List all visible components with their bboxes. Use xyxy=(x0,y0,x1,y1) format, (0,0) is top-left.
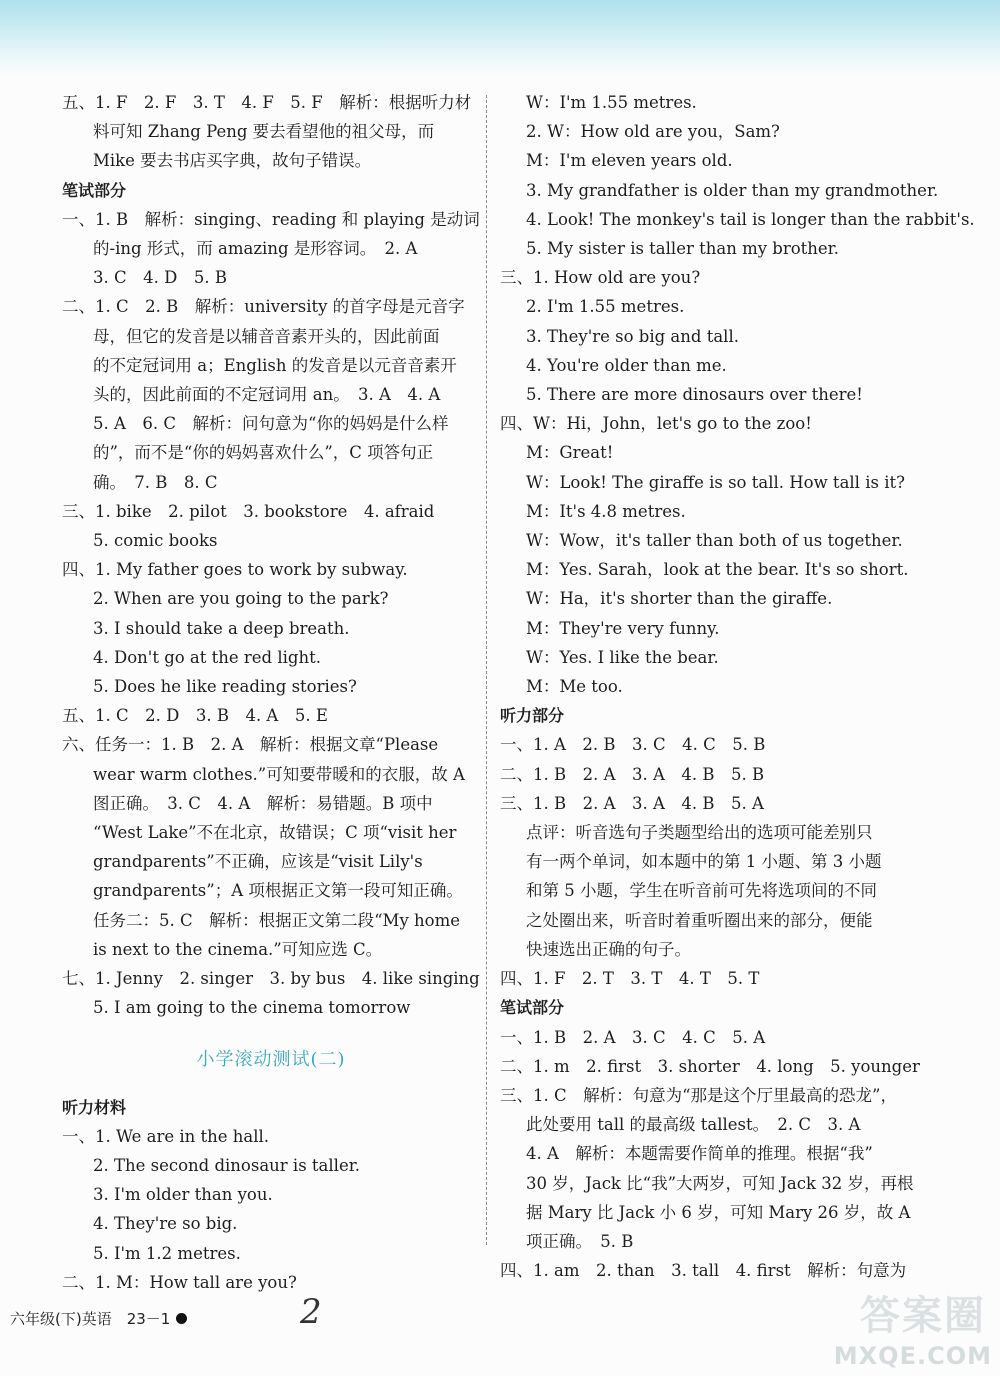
answer-line: grandparents”；A 项根据正文第一段可知正确。 xyxy=(93,881,463,901)
answer-line: 二、1. C 2. B 解析：university 的首字母是元音字 xyxy=(62,297,465,317)
answer-line: 4. Don't go at the red light. xyxy=(93,647,321,667)
answer-line: 三、1. C 解析：句意为“那是这个厅里最高的恐龙”， xyxy=(500,1085,897,1105)
answer-line: 2. I'm 1.55 metres. xyxy=(526,297,685,317)
answer-line: 2. The second dinosaur is taller. xyxy=(93,1155,361,1175)
answer-line: 料可知 Zhang Peng 要去看望他的祖父母，而 xyxy=(93,122,435,142)
answer-line: 二、1. m 2. first 3. shorter 4. long 5. younger xyxy=(500,1056,920,1076)
answer-line: is next to the cinema.”可知应选 C。 xyxy=(93,939,383,959)
watermark-logo: 答案圈 xyxy=(860,1293,986,1339)
answer-line: M：They're very funny. xyxy=(526,618,720,638)
section-heading: 听力部分 xyxy=(500,706,565,726)
answer-line: 4. Look! The monkey's tail is longer than the rabbit's. xyxy=(526,209,975,229)
watermark xyxy=(792,1284,992,1372)
answer-line: 5. There are more dinosaurs over there! xyxy=(526,385,863,405)
answer-line: 5. My sister is taller than my brother. xyxy=(526,239,840,259)
section-title: 小学滚动测试(二) xyxy=(196,1048,346,1070)
answer-line: 三、1. B 2. A 3. A 4. B 5. A xyxy=(500,793,764,813)
answer-line: 5. I am going to the cinema tomorrow xyxy=(93,998,411,1018)
answer-line: 2. W：How old are you，Sam? xyxy=(526,122,780,142)
answer-line: 确。 7. B 8. C xyxy=(93,472,218,492)
answer-line: 3. They're so big and tall. xyxy=(526,326,739,346)
answer-line: 的-ing 形式，而 amazing 是形容词。 2. A xyxy=(93,239,418,259)
answer-line: W：Yes. I like the bear. xyxy=(526,647,719,667)
answer-line: 母，但它的发音是以辅音音素开头的，因此前面 xyxy=(93,326,440,346)
answer-line: 一、1. A 2. B 3. C 4. C 5. B xyxy=(500,735,766,755)
answer-line: Mike 要去书店买字典，故句子错误。 xyxy=(93,151,372,171)
answer-line: 三、1. bike 2. pilot 3. bookstore 4. afraid xyxy=(62,501,435,521)
answer-line: “West Lake”不在北京，故错误；C 项“visit her xyxy=(93,823,457,843)
answer-line: 图正确。 3. C 4. A 解析：易错题。B 项中 xyxy=(93,793,433,813)
answer-line: 和第 5 小题，学生在听音前可先将选项间的不同 xyxy=(526,881,877,901)
section-heading: 听力材料 xyxy=(62,1097,127,1117)
top-color-band xyxy=(0,0,1000,80)
answer-line: 六、任务一：1. B 2. A 解析：根据文章“Please xyxy=(62,735,439,755)
footer-text: 六年级(下)英语 23－1 xyxy=(10,1310,171,1328)
answer-line: 4. You're older than me. xyxy=(526,355,727,375)
right-column xyxy=(500,88,975,1285)
answer-line: 任务二：5. C 解析：根据正文第二段“My home xyxy=(93,910,460,930)
answer-line: 5. Does he like reading stories? xyxy=(93,677,357,697)
answer-line: 二、1. B 2. A 3. A 4. B 5. B xyxy=(500,764,765,784)
answer-line: 三、1. How old are you? xyxy=(500,268,701,288)
answer-line: 3. I'm older than you. xyxy=(93,1185,273,1205)
answer-line: 有一两个单词，如本题中的第 1 小题、第 3 小题 xyxy=(526,852,882,872)
answer-line: 七、1. Jenny 2. singer 3. by bus 4. like singing xyxy=(62,969,480,989)
answer-line: 一、1. B 2. A 3. C 4. C 5. A xyxy=(500,1027,766,1047)
answer-line: 4. They're so big. xyxy=(93,1214,238,1234)
answer-line: 5. A 6. C 解析：问句意为“你的妈妈是什么样 xyxy=(93,414,449,434)
answer-line: 此处要用 tall 的最高级 tallest。 2. C 3. A xyxy=(526,1115,861,1135)
answer-line: 二、1. M：How tall are you? xyxy=(62,1272,297,1292)
answer-line: 的不定冠词用 a；English 的发音是以元音音素开 xyxy=(93,355,457,375)
answer-line: 3. I should take a deep breath. xyxy=(93,618,350,638)
answer-line: 一、1. We are in the hall. xyxy=(62,1126,270,1146)
answer-line: 5. comic books xyxy=(93,531,218,551)
section-heading: 笔试部分 xyxy=(500,998,565,1018)
answer-line: grandparents”不正确，应该是“visit Lily's xyxy=(93,852,423,872)
answer-line: W：Look! The giraffe is so tall. How tall is it? xyxy=(526,472,905,492)
answer-line: 的”，而不是“你的妈妈喜欢什么”，C 项答句正 xyxy=(93,443,434,463)
answer-line: 30 岁，Jack 比“我”大两岁，可知 Jack 32 岁，再根 xyxy=(526,1173,914,1193)
answer-line: 五、1. C 2. D 3. B 4. A 5. E xyxy=(62,706,328,726)
answer-line: M：Great! xyxy=(526,443,614,463)
answer-line: M：I'm eleven years old. xyxy=(526,151,733,171)
handwritten-page-mark: 2 xyxy=(300,1292,322,1332)
footer-label xyxy=(10,1308,187,1329)
answer-line: 四、1. F 2. T 3. T 4. T 5. T xyxy=(500,969,760,989)
left-column xyxy=(62,88,480,1297)
answer-line: M：It's 4.8 metres. xyxy=(526,501,686,521)
answer-line: 一、1. B 解析：singing、reading 和 playing 是动词 xyxy=(62,209,480,229)
answer-line: M：Me too. xyxy=(526,677,623,697)
answer-line: W：I'm 1.55 metres. xyxy=(526,93,697,112)
answer-line: M：Yes. Sarah，look at the bear. It's so short. xyxy=(526,560,909,580)
bullet-dot-icon xyxy=(176,1313,187,1324)
answer-line: 4. A 解析：本题需要作简单的推理。根据“我” xyxy=(526,1144,873,1164)
answer-line: 3. C 4. D 5. B xyxy=(93,268,227,288)
watermark-url: MXQE.COM xyxy=(833,1342,992,1370)
answer-line: 快速选出正确的句子。 xyxy=(526,939,691,959)
answer-line: W：Ha，it's shorter than the giraffe. xyxy=(526,589,833,609)
answer-line: 点评：听音选句子类题型给出的选项可能差别只 xyxy=(526,823,873,843)
column-divider xyxy=(486,95,487,1245)
answer-line: 2. When are you going to the park? xyxy=(93,589,389,609)
answer-line: 头的，因此前面的不定冠词用 an。 3. A 4. A xyxy=(93,385,441,405)
answer-line: 据 Mary 比 Jack 小 6 岁，可知 Mary 26 岁，故 A xyxy=(526,1202,911,1222)
answer-line: 四、W：Hi，John，let's go to the zoo! xyxy=(500,414,812,434)
answer-line: 项正确。 5. B xyxy=(526,1231,634,1251)
answer-line: 5. I'm 1.2 metres. xyxy=(93,1243,241,1263)
answer-line: 3. My grandfather is older than my grandmother. xyxy=(526,180,939,200)
answer-line: 四、1. My father goes to work by subway. xyxy=(62,560,408,580)
answer-line: 四、1. am 2. than 3. tall 4. first 解析：句意为 xyxy=(500,1261,907,1281)
answer-line: 之处圈出来，听音时着重听圈出来的部分，便能 xyxy=(526,910,873,930)
answer-line: W：Wow，it's taller than both of us together. xyxy=(526,531,903,551)
answer-line: wear warm clothes.”可知要带暖和的衣服，故 A xyxy=(93,764,465,784)
answer-line: 五、1. F 2. F 3. T 4. F 5. F 解析：根据听力材 xyxy=(62,93,472,112)
page-footer xyxy=(0,1270,1000,1376)
section-heading: 笔试部分 xyxy=(62,180,127,200)
